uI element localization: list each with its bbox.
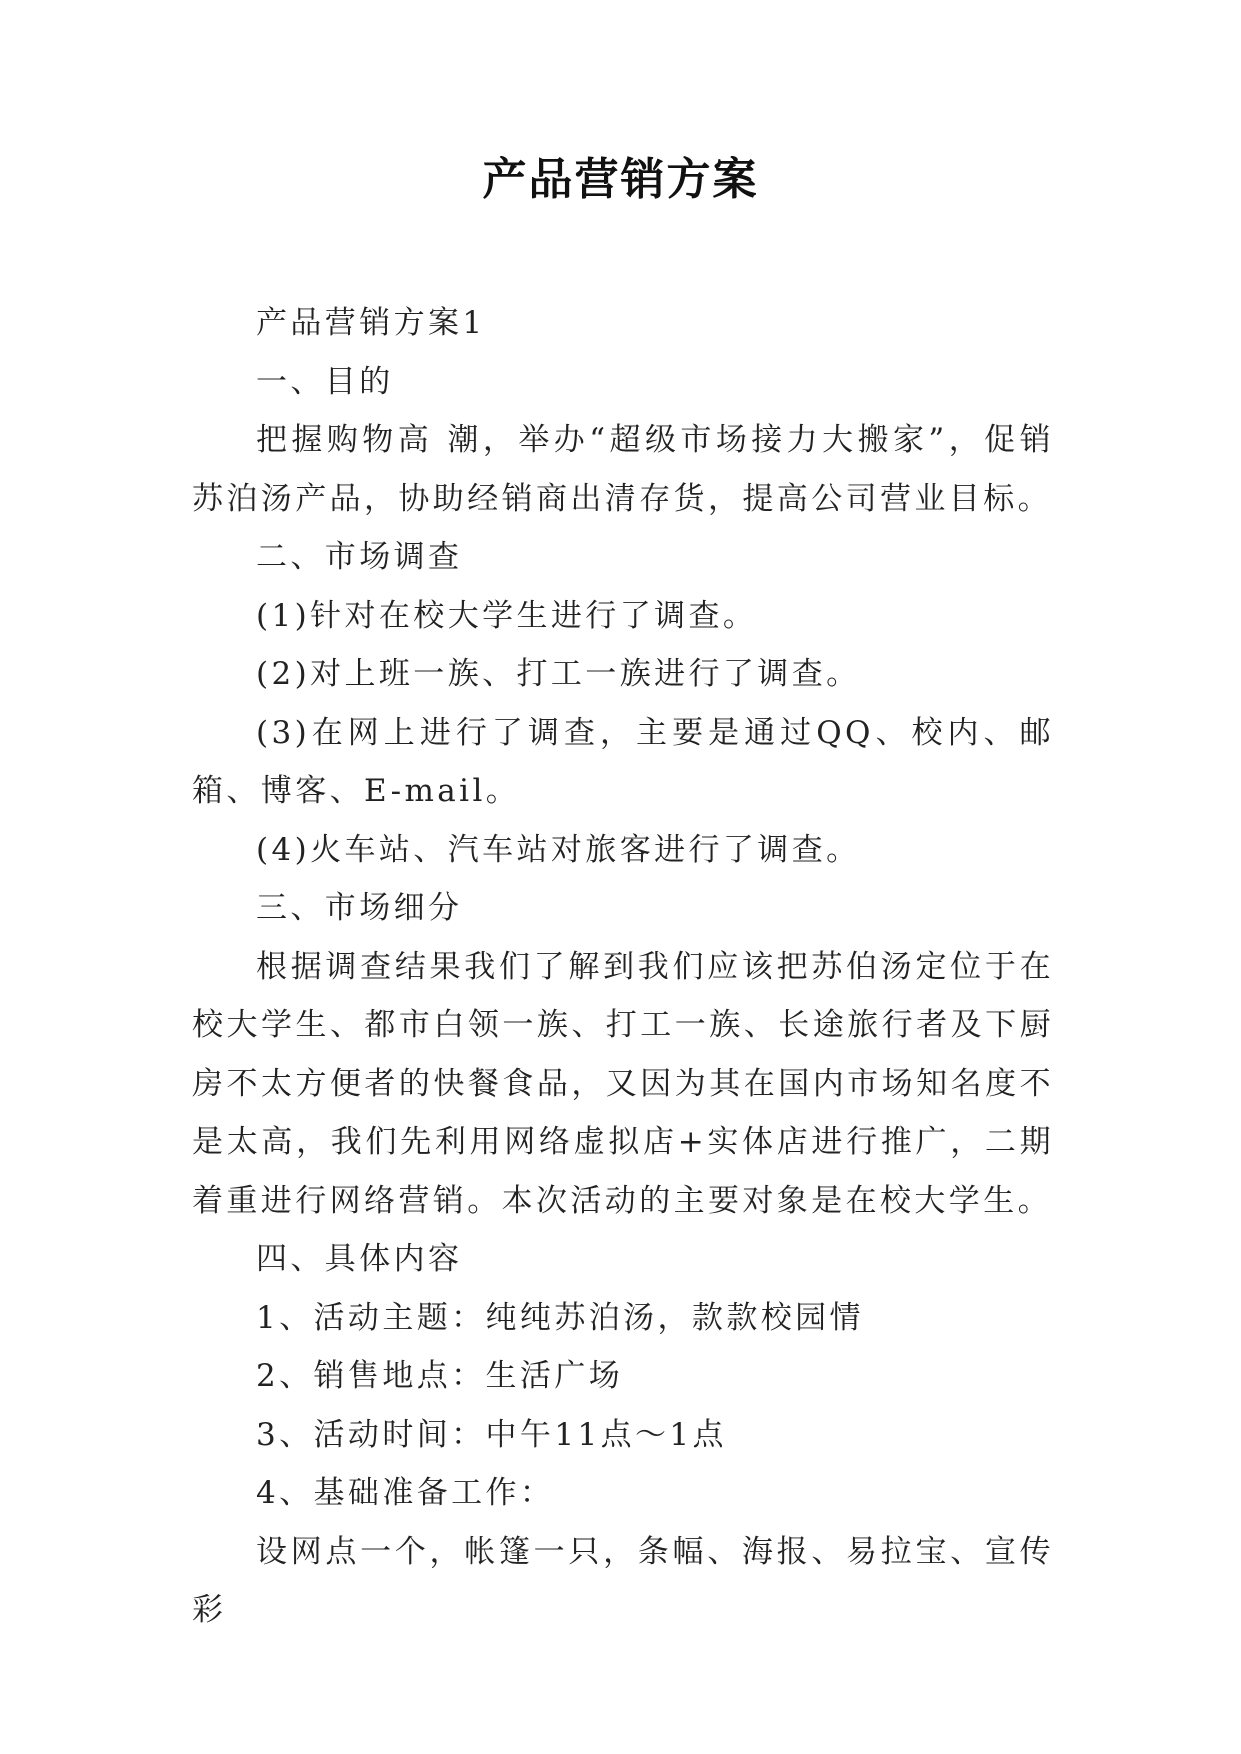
paragraph-purpose: 把握购物高 潮，举办“超级市场接力大搬家”，促销苏泊汤产品，协助经销商出清存货，提高公司营业目标。 (192, 422, 1054, 517)
section-heading-market-survey: 二、市场调查 (256, 539, 463, 575)
list-item-survey-1: (1)针对在校大学生进行了调查。 (256, 597, 758, 634)
section-heading-details: 四、具体内容 (256, 1241, 463, 1277)
list-item-theme: 1、活动主题：纯纯苏泊汤，款款校园情 (256, 1299, 864, 1336)
section-heading-purpose: 一、目的 (256, 363, 394, 400)
list-item-location: 2、销售地点：生活广场 (256, 1358, 624, 1394)
paragraph-heading-plan-1: 产品营销方案1 (256, 305, 486, 341)
list-item-survey-2: (2)对上班一族、打工一族进行了调查。 (256, 656, 861, 692)
list-item-preparation: 4、基础准备工作： (256, 1475, 555, 1511)
section-heading-segmentation: 三、市场细分 (256, 890, 463, 926)
document-title: 产品营销方案 (482, 154, 759, 205)
list-item-time: 3、活动时间：中午11点～1点 (256, 1416, 727, 1453)
paragraph-segmentation: 根据调查结果我们了解到我们应该把苏伯汤定位于在校大学生、都市白领一族、打工一族、长途旅行者及下厨房不太方便者的快餐食品，又因为其在国内市场知名度不是太高，我们先利用网络虚拟店+实体店进行推广，二期着重进行网络营销。本次活动的主要对象是在校大学生。 (192, 948, 1054, 1219)
document-body (192, 294, 1054, 1640)
paragraph-preparation: 设网点一个，帐篷一只，条幅、海报、易拉宝、宣传彩 (192, 1533, 1054, 1628)
list-item-survey-3: (3)在网上进行了调查，主要是通过QQ、校内、邮箱、博客、E-mail。 (192, 714, 1054, 809)
list-item-survey-4: (4)火车站、汽车站对旅客进行了调查。 (256, 831, 861, 868)
